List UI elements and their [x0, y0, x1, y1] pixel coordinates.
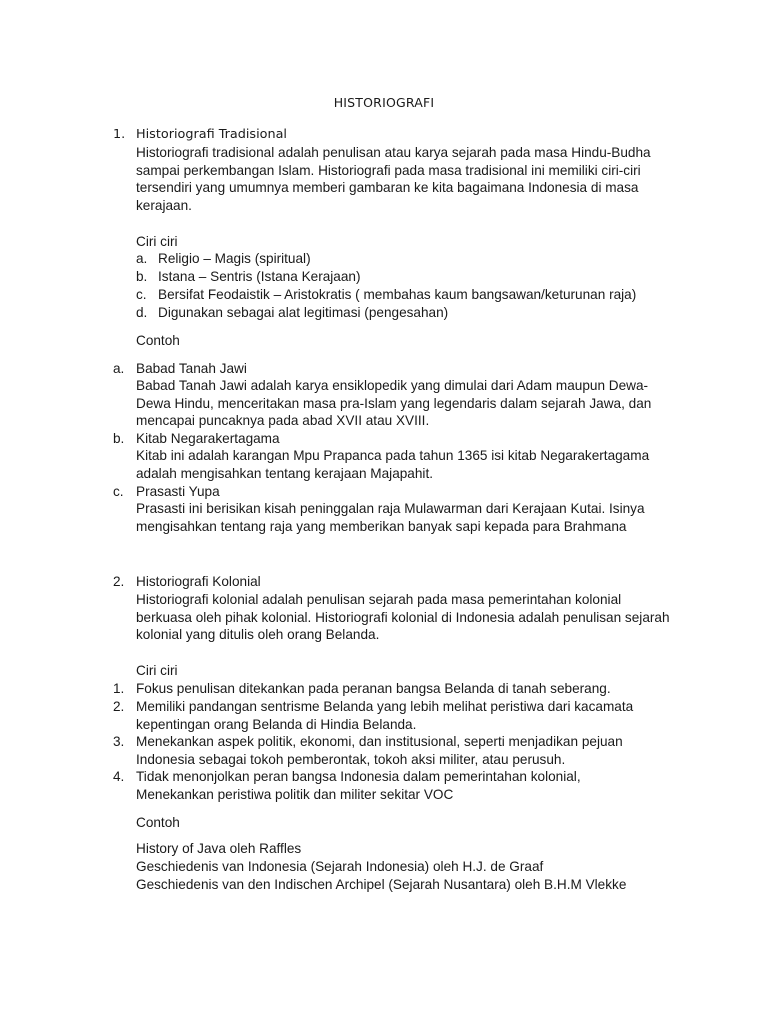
contoh-line: History of Java oleh Raffles: [136, 841, 302, 856]
list-item: [113, 698, 693, 733]
section-1-contoh-label: Contoh: [136, 333, 180, 348]
section-1-heading: [113, 126, 287, 144]
list-marker: a.: [113, 361, 125, 376]
list-item: [113, 680, 693, 698]
contoh-line: Geschiedenis van Indonesia (Sejarah Indonesia) oleh H.J. de Graaf: [136, 859, 544, 874]
section-1-title: Historiografi Tradisional: [136, 127, 287, 142]
section-2-paragraph-text: Historiografi kolonial adalah penulisan sejarah pada masa pemerintahan kolonial berkuasa oleh pihak kolonial. Historiografi kolonial di Indonesia adalah penulisan sejarah kolonial yang ditulis oleh orang Belanda.: [136, 592, 670, 642]
list-marker: a.: [136, 251, 148, 266]
list-marker: 1.: [113, 681, 125, 696]
section-1-number: 1.: [113, 127, 126, 142]
list-text: Bersifat Feodaistik – Aristokratis ( membahas kaum bangsawan/keturunan raja): [158, 287, 637, 302]
list-marker: c.: [136, 287, 147, 302]
contoh-desc-text: Prasasti ini berisikan kisah peninggalan raja Mulawarman dari Kerajaan Kutai. Isinya mengisahkan tentang raja yang memberikan banyak sapi kepada para Brahmana: [136, 501, 645, 534]
section-1-paragraph-text: Historiografi tradisional adalah penulisan atau karya sejarah pada masa Hindu-Budha sampai perkembangan Islam. Historiografi pada masa tradisional ini memiliki ciri-ciri tersendiri yang umumnya memberi gambaran ke kita bagaimana Indonesia di masa kerajaan.: [136, 145, 651, 213]
contoh-line: Geschiedenis van den Indischen Archipel (Sejarah Nusantara) oleh B.H.M Vlekke: [136, 877, 627, 892]
contoh-desc: [136, 500, 696, 535]
contoh-title: Babad Tanah Jawi: [136, 361, 247, 376]
list-text: Fokus penulisan ditekankan pada peranan bangsa Belanda di tanah seberang.: [136, 681, 611, 696]
list-marker: d.: [136, 305, 148, 320]
contoh-desc-text: Kitab ini adalah karangan Mpu Prapanca pada tahun 1365 isi kitab Negarakertagama adalah mengisahkan tentang kerajaan Majapahit.: [136, 448, 650, 481]
contoh-desc-text: Babad Tanah Jawi adalah karya ensiklopedik yang dimulai dari Adam maupun Dewa- Dewa Hindu, menceritakan masa pra-Islam yang legendaris dalam sejarah Jawa, dan mencapai puncaknya pada abad XVII atau XVIII.: [136, 378, 652, 428]
section-2-ciri-list: [113, 680, 693, 803]
contoh-title: Prasasti Yupa: [136, 484, 220, 499]
list-marker: b.: [113, 431, 125, 446]
list-item: [113, 768, 693, 803]
list-item: [113, 733, 693, 768]
list-text: Memiliki pandangan sentrisme Belanda yang lebih melihat peristiwa dari kacamata kepentingan orang Belanda di Hindia Belanda.: [136, 699, 634, 732]
list-marker: c.: [113, 484, 124, 499]
contoh-desc: [136, 447, 696, 482]
contoh-title: Kitab Negarakertagama: [136, 431, 280, 446]
section-2-ciri-label: Ciri ciri: [136, 663, 178, 678]
list-text: Religio – Magis (spiritual): [158, 251, 311, 266]
list-marker: 3.: [113, 734, 125, 749]
section-1-ciri-list: [136, 250, 696, 322]
list-marker: 2.: [113, 699, 125, 714]
list-text: Menekankan aspek politik, ekonomi, dan institusional, seperti menjadikan pejuan Indonesia sebagai tokoh pemberontak, tokoh aksi militer, atau perusuh.: [136, 734, 623, 767]
section-1-ciri-label: Ciri ciri: [136, 234, 178, 249]
section-2-title: Historiografi Kolonial: [136, 574, 261, 589]
section-2-number: 2.: [113, 574, 125, 589]
list-item: [136, 286, 696, 304]
section-2-contoh-label: Contoh: [136, 815, 180, 830]
section-2-paragraph: [136, 591, 696, 644]
list-item: [136, 250, 696, 268]
list-item: [136, 304, 696, 322]
list-marker: b.: [136, 269, 148, 284]
list-marker: 4.: [113, 769, 125, 784]
document-title: HISTORIOGRAFI: [333, 95, 435, 110]
list-text: Istana – Sentris (Istana Kerajaan): [158, 269, 361, 284]
list-item: [136, 268, 696, 286]
section-1-paragraph: [136, 144, 696, 214]
list-text: Digunakan sebagai alat legitimasi (pengesahan): [158, 305, 449, 320]
contoh-desc: [136, 377, 696, 430]
list-text: Tidak menonjolkan peran bangsa Indonesia dalam pemerintahan kolonial, Menekankan peristiwa politik dan militer sekitar VOC: [136, 769, 581, 802]
